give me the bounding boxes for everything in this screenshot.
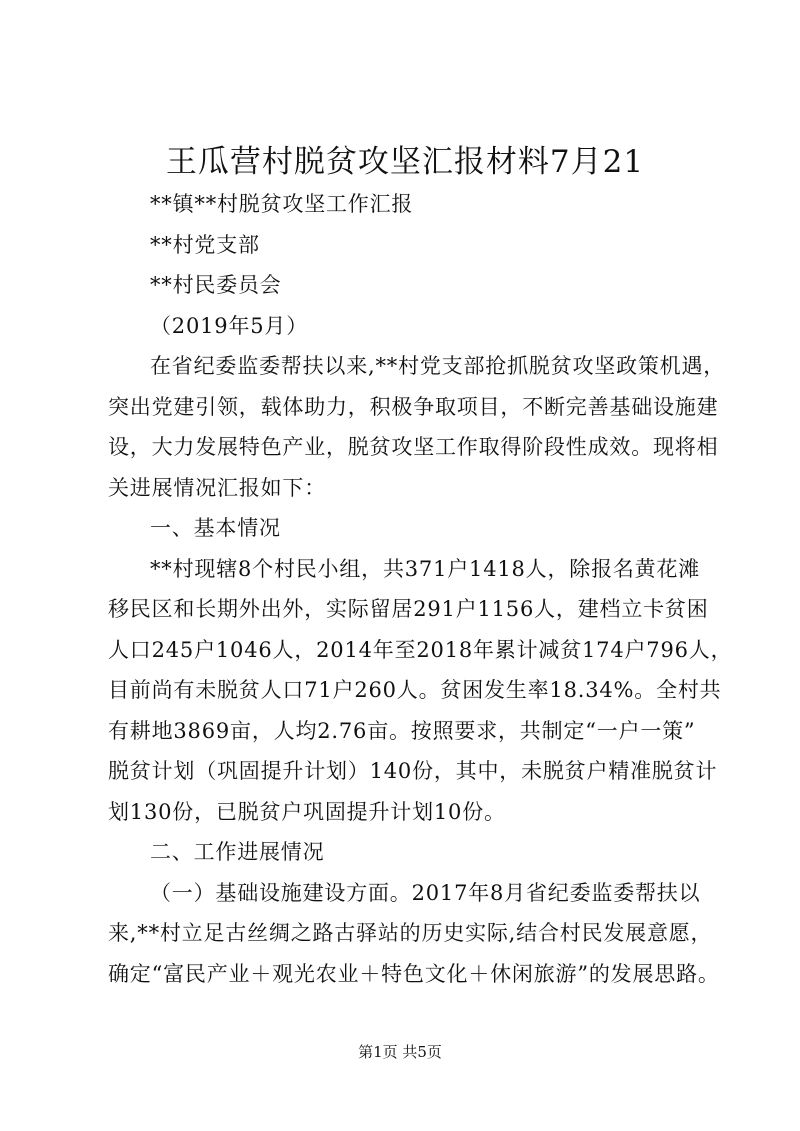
paragraph-line: **镇**村脱贫攻坚工作汇报 — [150, 192, 414, 216]
paragraph-line: 一、基本情况 — [150, 516, 281, 540]
paragraph-line: 脱贫计划（巩固提升计划）140份，其中，未脱贫户精准脱贫计 — [108, 759, 718, 783]
paragraph-line: （一）基础设施建设方面。2017年8月省纪委监委帮扶以 — [150, 880, 701, 905]
paragraph-line: （2019年5月） — [150, 313, 309, 338]
paragraph-line: **村现辖8个村民小组，共371户1418人，除报名黄花滩 — [150, 556, 701, 581]
paragraph-line: 人口245户1046人，2014年至2018年累计减贫174户796人， — [108, 637, 733, 662]
paragraph-line: 在省纪委监委帮扶以来,**村党支部抢抓脱贫攻坚政策机遇， — [150, 354, 726, 378]
paragraph-line: 二、工作进展情况 — [150, 840, 325, 864]
paragraph-line: 设，大力发展特色产业，脱贫攻坚工作取得阶段性成效。现将相 — [108, 435, 719, 459]
paragraph-line: **村民委员会 — [150, 273, 282, 297]
paragraph-line: 有耕地3869亩，人均2.76亩。按照要求，共制定“一户一策” — [108, 718, 696, 743]
paragraph-line: 突出党建引领，载体助力，积极争取项目，不断完善基础设施建 — [108, 394, 719, 419]
paragraph-line: **村党支部 — [150, 232, 260, 257]
paragraph-line: 确定“富民产业＋观光农业＋特色文化＋休闲旅游”的发展思路。 — [108, 961, 720, 986]
paragraph-line: 移民区和长期外出外，实际留居291户1156人，建档立卡贫困 — [108, 597, 709, 621]
paragraph-line: 目前尚有未脱贫人口71户260人。贫困发生率18.34%。全村共 — [108, 678, 722, 702]
document-body — [108, 184, 733, 994]
paragraph-line: 关进展情况汇报如下： — [108, 475, 326, 500]
paragraph-line: 划130份，已脱贫户巩固提升计划10份。 — [108, 799, 506, 824]
document-title: 王瓜营村脱贫攻坚汇报材料7月21 — [165, 144, 645, 180]
paragraph-line: 来,**村立足古丝绸之路古驿站的历史实际,结合村民发展意愿， — [108, 921, 713, 945]
page-footer: 第1页 共5页 — [358, 1043, 442, 1061]
